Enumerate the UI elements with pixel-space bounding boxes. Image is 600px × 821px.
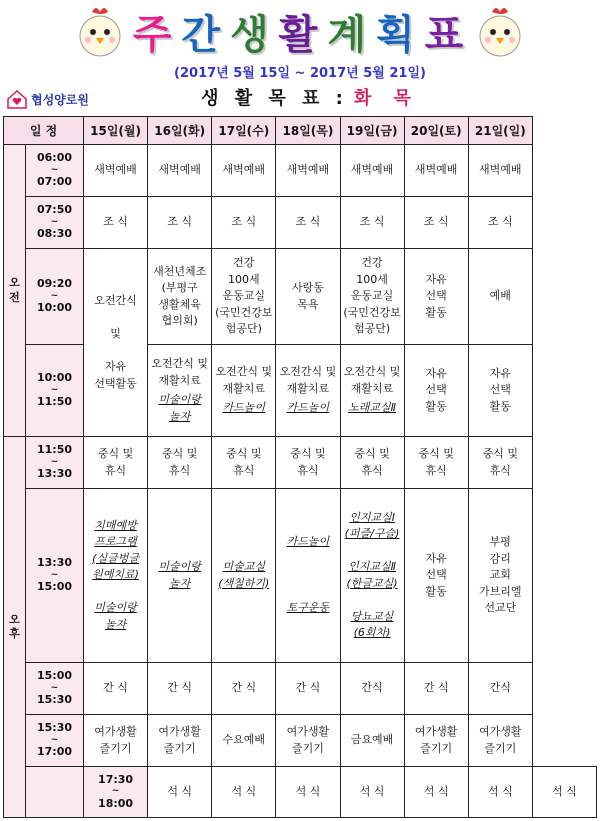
schedule-cell: 카드놀이 토구운동 xyxy=(276,489,340,663)
schedule-cell: 석 식 xyxy=(404,767,468,818)
time-slot: 07:50 ~ 08:30 xyxy=(26,197,84,249)
schedule-cell: 조 식 xyxy=(404,197,468,249)
schedule-cell: 조 식 xyxy=(340,197,404,249)
table-header-row xyxy=(4,117,597,145)
schedule-cell: 부평 감리 교회 가브리엘 선교단 xyxy=(468,489,532,663)
schedule-cell: 오전간식 및 재활치료 노래교실Ⅱ xyxy=(340,345,404,437)
title-char: 생 xyxy=(230,11,273,58)
schedule-cell: 석 식 xyxy=(276,767,340,818)
table-row xyxy=(4,767,597,818)
title-char: 획 xyxy=(375,11,419,58)
table-row xyxy=(4,197,597,249)
schedule-cell: 간식 xyxy=(468,663,532,715)
schedule-cell: 간식 xyxy=(340,663,404,715)
schedule-cell: 중식 및 휴식 xyxy=(84,437,148,489)
chick-mascot-icon xyxy=(470,2,530,62)
schedule-cell: 여가생활 즐기기 xyxy=(84,715,148,767)
table-row xyxy=(4,437,597,489)
period-pm: 오 후 xyxy=(4,437,26,818)
title-char: 계 xyxy=(327,11,370,58)
day-header: 16일(화) xyxy=(148,117,212,145)
schedule-cell: 예배 xyxy=(468,249,532,345)
schedule-cell: 미술교실 (색칠하기) xyxy=(212,489,276,663)
schedule-cell: 자유 선택 활동 xyxy=(404,249,468,345)
time-slot: 10:00 ~ 11:50 xyxy=(26,345,84,437)
title-char: 활 xyxy=(278,11,322,58)
schedule-cell: 새벽예배 xyxy=(84,145,148,197)
table-row xyxy=(4,145,597,197)
schedule-cell: 오전간식 및 재활치료 미술이랑 놀자 xyxy=(148,345,212,437)
table-row xyxy=(4,489,597,663)
schedule-cell: 미술이랑 놀자 xyxy=(148,489,212,663)
corner-header: 일 정 xyxy=(4,117,84,145)
schedule-cell: 여가생활 즐기기 xyxy=(468,715,532,767)
schedule-cell: 중식 및 휴식 xyxy=(148,437,212,489)
day-header: 21일(일) xyxy=(468,117,532,145)
schedule-cell: 새벽예배 xyxy=(340,145,404,197)
schedule-cell: 간 식 xyxy=(404,663,468,715)
schedule-cell: 수요예배 xyxy=(212,715,276,767)
time-slot: 17:30 ~ 18:00 xyxy=(84,767,148,818)
schedule-cell: 새벽예배 xyxy=(212,145,276,197)
header xyxy=(0,0,600,116)
table-row xyxy=(4,249,597,345)
table-row xyxy=(4,715,597,767)
schedule-cell: 석 식 xyxy=(212,767,276,818)
schedule-cell: 오전간식 및 자유 선택활동 xyxy=(84,249,148,437)
period-blank xyxy=(26,767,84,818)
time-slot: 15:00 ~ 15:30 xyxy=(26,663,84,715)
schedule-cell: 간 식 xyxy=(212,663,276,715)
schedule-cell: 중식 및 휴식 xyxy=(404,437,468,489)
time-slot: 09:20 ~ 10:00 xyxy=(26,249,84,345)
house-heart-icon xyxy=(6,88,28,110)
schedule-cell: 간 식 xyxy=(84,663,148,715)
day-header: 20일(토) xyxy=(404,117,468,145)
schedule-cell: 조 식 xyxy=(276,197,340,249)
schedule-cell: 중식 및 휴식 xyxy=(276,437,340,489)
weekly-schedule-table xyxy=(3,116,597,818)
schedule-cell: 석 식 xyxy=(340,767,404,818)
logo xyxy=(6,88,89,110)
title-char: 간 xyxy=(181,11,225,58)
schedule-cell: 간 식 xyxy=(148,663,212,715)
schedule-cell: 조 식 xyxy=(148,197,212,249)
table-row xyxy=(4,663,597,715)
schedule-cell: 치매예방 프로그램 (실글벙글 원예치료) 미술이랑 놀자 xyxy=(84,489,148,663)
schedule-cell: 석 식 xyxy=(468,767,532,818)
schedule-cell: 여가생활 즐기기 xyxy=(148,715,212,767)
day-header: 15일(월) xyxy=(84,117,148,145)
time-slot: 06:00 ~ 07:00 xyxy=(26,145,84,197)
schedule-cell: 건강 100세 운동교실 (국민건강보 험공단) xyxy=(340,249,404,345)
life-goal xyxy=(160,84,460,110)
schedule-cell: 금요예배 xyxy=(340,715,404,767)
schedule-cell: 여가생활 즐기기 xyxy=(404,715,468,767)
schedule-cell: 석 식 xyxy=(148,767,212,818)
time-slot: 15:30 ~ 17:00 xyxy=(26,715,84,767)
schedule-cell: 오전간식 및 재활치료 카드놀이 xyxy=(212,345,276,437)
page-title xyxy=(120,6,480,56)
schedule-cell: 여가생활 즐기기 xyxy=(276,715,340,767)
logo-text: 협성양로원 xyxy=(31,92,89,107)
schedule-cell: 자유 선택 활동 xyxy=(468,345,532,437)
schedule-cell: 새천년체조 (부평구 생활체육 협의회) xyxy=(148,249,212,345)
schedule-cell: 사랑동 목욕 xyxy=(276,249,340,345)
schedule-cell: 중식 및 휴식 xyxy=(340,437,404,489)
schedule-cell: 새벽예배 xyxy=(148,145,212,197)
schedule-cell: 인지교실Ⅰ (퍼즐/구슬) 인지교실Ⅱ (한글교실) 당뇨교실 (6회차) xyxy=(340,489,404,663)
schedule-cell: 오전간식 및 재활치료 카드놀이 xyxy=(276,345,340,437)
date-range: (2017년 5월 15일 ~ 2017년 5월 21일) xyxy=(174,66,426,81)
day-header: 17일(수) xyxy=(212,117,276,145)
period-am: 오 전 xyxy=(4,145,26,437)
schedule-cell: 자유 선택 활동 xyxy=(404,345,468,437)
schedule-cell: 새벽예배 xyxy=(276,145,340,197)
schedule-cell: 석 식 xyxy=(532,767,596,818)
schedule-cell: 자유 선택 활동 xyxy=(404,489,468,663)
time-slot: 11:50 ~ 13:30 xyxy=(26,437,84,489)
goal-label: 생 활 목 표 : xyxy=(201,88,348,109)
schedule-cell: 건강 100세 운동교실 (국민건강보 험공단) xyxy=(212,249,276,345)
day-header: 18일(목) xyxy=(276,117,340,145)
schedule-cell: 중식 및 휴식 xyxy=(468,437,532,489)
day-header: 19일(금) xyxy=(340,117,404,145)
title-char: 표 xyxy=(424,11,468,58)
schedule-cell: 새벽예배 xyxy=(468,145,532,197)
schedule-cell: 새벽예배 xyxy=(404,145,468,197)
time-slot: 13:30 ~ 15:00 xyxy=(26,489,84,663)
schedule-cell: 조 식 xyxy=(84,197,148,249)
title-char: 주 xyxy=(132,11,176,58)
goal-value: 화 목 xyxy=(353,88,419,109)
schedule-cell: 조 식 xyxy=(468,197,532,249)
schedule-cell: 조 식 xyxy=(212,197,276,249)
schedule-cell: 간 식 xyxy=(276,663,340,715)
schedule-cell: 중식 및 휴식 xyxy=(212,437,276,489)
